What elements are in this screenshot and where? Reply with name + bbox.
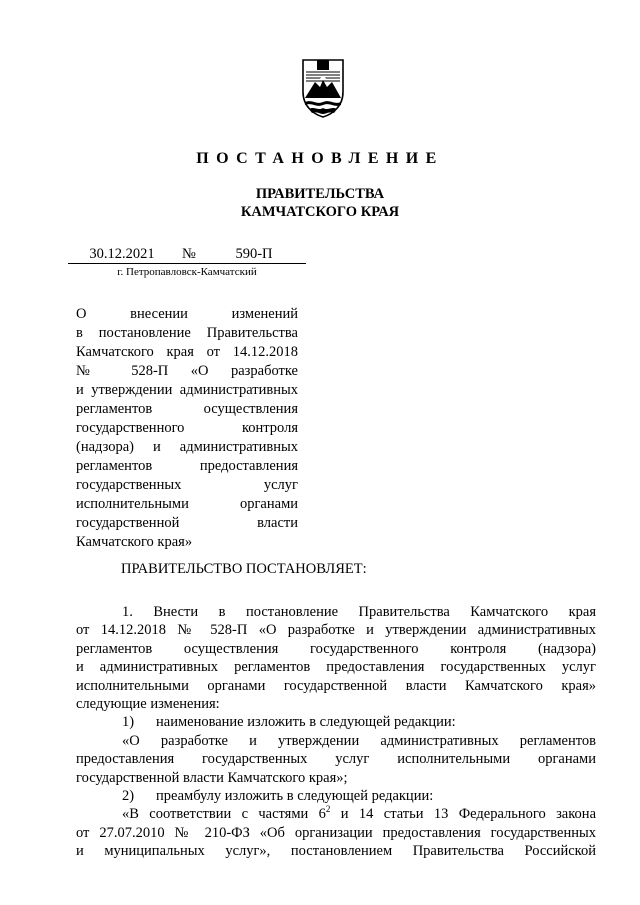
paragraph-line: от 14.12.2018 № 528-П «О разработке и утверждении административных (76, 622, 596, 639)
quote-line: предоставления государственных услуг исполнительными органами (76, 751, 596, 768)
subject-line: Камчатского края от 14.12.2018 (76, 344, 298, 360)
subject-line: регламентов предоставления (76, 458, 298, 474)
subject-line: в постановление Правительства (76, 325, 298, 341)
list-item-1 (76, 713, 596, 731)
list-item-number: 1) (122, 714, 135, 731)
issuer-line-2: КАМЧАТСКОГО КРАЯ (240, 204, 400, 220)
list-item-text: наименование изложить в следующей редакции: (156, 714, 456, 731)
place-of-issue: г. Петропавловск-Камчатский (117, 266, 257, 278)
document-date: 30.12.2021 (89, 246, 155, 262)
subject-line: исполнительными органами (76, 496, 298, 512)
subject-line: Камчатского края» (76, 534, 193, 550)
kamchatka-coat-of-arms-icon (300, 58, 346, 118)
date-number-underline (68, 263, 306, 264)
paragraph-line: регламентов осуществления государственного контроля (надзора) (76, 640, 596, 657)
document-type-heading: ПОСТАНОВЛЕНИЕ (196, 150, 444, 167)
quote-line: «О разработке и утверждении административных регламентов (122, 732, 596, 749)
subject-line: государственных услуг (76, 477, 298, 493)
resolution-phrase: ПРАВИТЕЛЬСТВО ПОСТАНОВЛЯЕТ: (121, 561, 367, 577)
quote-line: государственной власти Камчатского края»; (76, 769, 348, 786)
subject-line: государственной власти (76, 515, 298, 531)
quote-line (76, 805, 596, 823)
paragraph-line: исполнительными органами государственной власти Камчатского края» (76, 677, 596, 694)
superscript: 2 (325, 804, 331, 815)
list-item-2 (76, 787, 596, 805)
subject-line: государственного контроля (76, 420, 298, 436)
paragraph-line: и административных регламентов предоставления государственных услуг (76, 659, 596, 676)
subject-line: регламентов осуществления (76, 401, 298, 417)
quote-text: и 14 статьи 13 Федерального закона (330, 806, 596, 823)
quote-text: «В соответствии с частями 6 (122, 806, 326, 823)
document-body (76, 603, 596, 861)
issuer-line-1: ПРАВИТЕЛЬСТВА (255, 186, 385, 202)
number-sign: № (182, 246, 196, 262)
paragraph-line: следующие изменения: (76, 696, 220, 713)
quote-line: от 27.07.2010 № 210-ФЗ «Об организации предоставления государственных (76, 824, 596, 841)
paragraph-line: 1. Внести в постановление Правительства Камчатского края (122, 604, 596, 620)
subject-line: № 528-П «О разработке (76, 363, 298, 379)
subject-line: (надзора) и административных (76, 439, 298, 455)
document-subject (76, 305, 298, 552)
quote-line: и муниципальных услуг», постановлением Правительства Российской (76, 843, 596, 860)
subject-line: О внесении изменений (76, 306, 298, 322)
list-item-text: преамбулу изложить в следующей редакции: (156, 788, 434, 805)
subject-line: и утверждении административных (76, 382, 298, 398)
list-item-number: 2) (122, 788, 135, 805)
document-number: 590-П (235, 246, 273, 262)
